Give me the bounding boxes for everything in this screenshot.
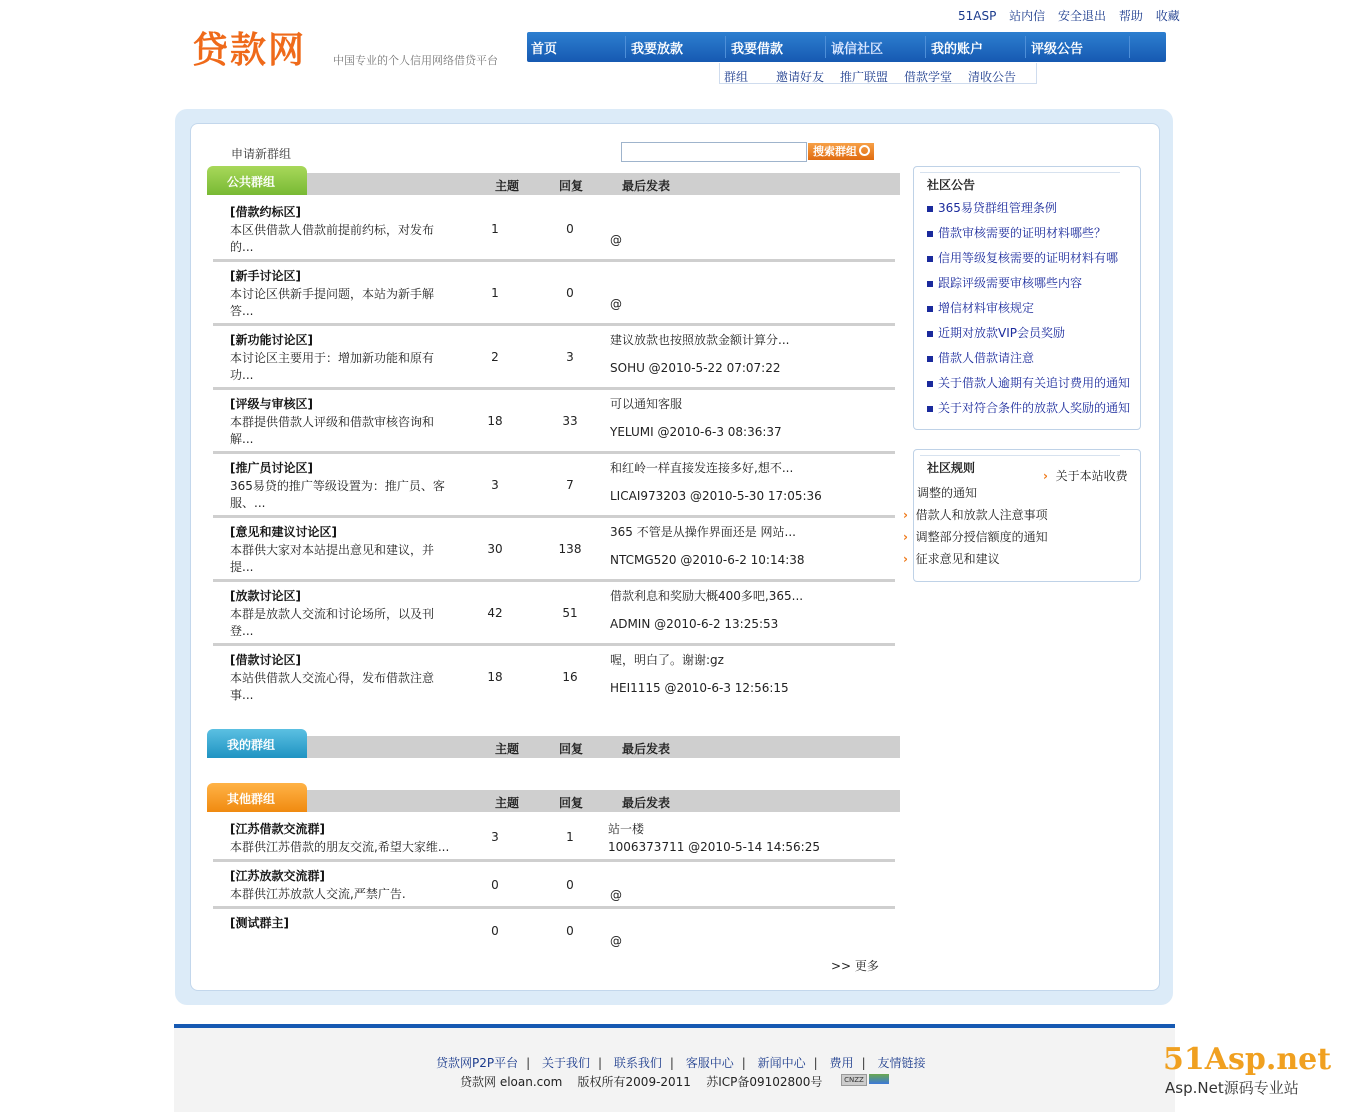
notice-item[interactable]: 信用等级复核需要的证明材料有哪 [927,249,1118,266]
top-link-favorite[interactable]: 收藏 [1155,9,1180,23]
last-post-info: @ [610,297,622,311]
group-desc: 365易贷的推广等级设置为：推广员、客服、... [230,479,445,510]
reply-count: 51 [562,606,578,620]
topic-count: 2 [491,350,499,364]
site-slogan: 中国专业的个人信用网络借贷平台 [333,54,498,67]
top-link-logout[interactable]: 安全退出 [1058,9,1107,23]
notice-item[interactable]: 借款人借款请注意 [927,349,1034,366]
subnav-school[interactable]: 借款学堂 [904,70,953,84]
group-name[interactable]: [新功能讨论区] [230,333,313,347]
group-name[interactable]: [新手讨论区] [230,269,301,283]
col-replies: 回复 [559,179,584,193]
topic-count: 30 [487,542,503,556]
topic-count: 3 [491,478,499,492]
group-desc: 本讨论区主要用于：增加新功能和原有功... [230,351,435,382]
notice-item[interactable]: 关于借款人逾期有关追讨费用的通知 [927,374,1130,391]
footer-link-service[interactable]: 客服中心 [685,1056,734,1070]
last-post-title[interactable]: 喔，明白了。谢谢:gz [610,653,724,667]
public-groups-header [207,173,900,195]
nav-home[interactable]: 首页 [531,42,558,57]
footer-link-fees[interactable]: 费用 [829,1056,854,1070]
last-post-info: YELUMI @2010-6-3 08:36:37 [610,425,782,439]
rule-item[interactable]: › 借款人和放款人注意事项 [903,508,1048,522]
row-divider [213,259,895,262]
group-name[interactable]: [意见和建议讨论区] [230,525,337,539]
col-topics: 主题 [495,179,520,193]
nav-lend[interactable]: 我要放款 [631,42,684,57]
footer-link-friends[interactable]: 友情链接 [877,1056,926,1070]
topic-count: 42 [487,606,503,620]
last-post-info: SOHU @2010-5-22 07:07:22 [610,361,781,375]
more-groups-link[interactable]: >> 更多 [831,959,879,973]
last-post-title[interactable]: 可以通知客服 [610,397,683,411]
chevron-right-icon: › [1043,469,1048,483]
last-post-info: ADMIN @2010-6-2 13:25:53 [610,617,779,631]
group-name[interactable]: [测试群主] [230,916,289,930]
tab-my-groups[interactable]: 我的群组 [207,729,307,758]
reply-count: 0 [566,286,574,300]
last-post-title[interactable]: 和红岭一样直接发连接多好,想不... [610,461,794,475]
row-divider [213,515,895,518]
cnzz-badge[interactable]: CNZZ [841,1074,867,1086]
col-last-post: 最后发表 [622,742,671,756]
nav-borrow[interactable]: 我要借款 [731,42,784,57]
top-link-messages[interactable]: 站内信 [1009,9,1046,23]
row-divider [213,323,895,326]
bullet-icon [927,231,933,237]
tab-public-groups[interactable]: 公共群组 [207,166,307,195]
search-icon [859,145,870,156]
topic-count: 0 [491,878,499,892]
reply-count: 0 [566,924,574,938]
row-divider [213,643,895,646]
subnav-groups[interactable]: 群组 [724,70,749,84]
bullet-icon [927,206,933,212]
bullet-icon [927,406,933,412]
notice-item[interactable]: 近期对放款VIP会员奖励 [927,324,1065,341]
footer-link-platform[interactable]: 贷款网P2P平台 [436,1056,519,1070]
chevron-right-icon: › [903,508,908,522]
my-groups-header [207,736,900,758]
apply-group-link[interactable]: 申请新群组 [231,147,292,161]
main-nav [527,32,1166,62]
footer-copyright: 贷款网 eloan.com 版权所有2009-2011 苏ICP备09102800号 [460,1075,823,1089]
top-links [958,7,1189,24]
chevron-right-icon: › [903,552,908,566]
last-post-title[interactable]: 站一楼 [608,822,645,836]
group-name[interactable]: [推广员讨论区] [230,461,313,475]
last-post-info: HEI1115 @2010-6-3 12:56:15 [610,681,789,695]
top-link-help[interactable]: 帮助 [1118,9,1143,23]
nav-rating[interactable]: 评级公告 [1031,42,1084,57]
rule-item[interactable]: › 调整部分授信额度的通知 [903,530,1048,544]
row-divider [213,451,895,454]
group-desc: 本群供江苏放款人交流,严禁广告. [230,887,406,901]
topic-count: 1 [491,286,499,300]
reply-count: 33 [562,414,578,428]
notice-item[interactable]: 关于对符合条件的放款人奖励的通知 [927,399,1130,416]
last-post-title[interactable]: 借款利息和奖励大概400多吧,365... [610,589,804,603]
group-name[interactable]: [放款讨论区] [230,589,301,603]
topic-count: 3 [491,830,499,844]
watermark-tagline: Asp.Net源码专业站 [1165,1079,1299,1097]
rule-item-continued[interactable]: 调整的通知 [917,486,978,500]
group-desc: 本群供江苏借款的朋友交流,希望大家维... [230,840,450,854]
chevron-right-icon: › [903,530,908,544]
search-group-button[interactable] [808,143,874,160]
group-desc: 本群是放款人交流和讨论场所，以及刊登... [230,607,435,638]
row-divider [213,906,895,909]
notice-item[interactable]: 借款审核需要的证明材料哪些？ [927,224,1106,241]
stats-badge-icon[interactable] [869,1074,889,1084]
reply-count: 138 [558,542,582,556]
footer-link-contact[interactable]: 联系我们 [613,1056,662,1070]
bullet-icon [927,256,933,262]
reply-count: 7 [566,478,574,492]
topic-count: 18 [487,670,503,684]
reply-count: 1 [566,830,574,844]
topic-count: 1 [491,222,499,236]
last-post-title[interactable]: 365 不管是从操作界面还是 网站... [610,525,796,539]
group-name[interactable]: [江苏借款交流群] [230,822,325,836]
sub-nav [719,63,1037,84]
group-desc: 本讨论区供新手提问题，本站为新手解答... [230,287,435,318]
row-divider [213,579,895,582]
nav-community[interactable]: 诚信社区 [831,42,884,57]
group-name[interactable]: [借款约标区] [230,205,301,219]
bullet-icon [927,281,933,287]
notice-item[interactable]: 365易贷群组管理条例 [927,199,1057,216]
footer-link-about[interactable]: 关于我们 [541,1056,590,1070]
group-desc: 本群供大家对本站提出意见和建议，并提... [230,543,435,574]
bullet-icon [927,381,933,387]
group-desc: 本站供借款人交流心得，发布借款注意事... [230,671,435,702]
last-post-info: LICAI973203 @2010-5-30 17:05:36 [610,489,822,503]
bullet-icon [927,356,933,362]
group-name[interactable]: [借款讨论区] [230,653,301,667]
col-replies: 回复 [559,796,584,810]
subnav-invite[interactable]: 邀请好友 [776,70,825,84]
top-link-51asp[interactable]: 51ASP [958,9,997,23]
bullet-icon [927,331,933,337]
notice-item[interactable]: 增信材料审核规定 [927,299,1034,316]
nav-account[interactable]: 我的账户 [931,42,984,57]
rules-title: 社区规则 [927,461,976,475]
tab-other-groups[interactable]: 其他群组 [207,783,307,812]
reply-count: 3 [566,350,574,364]
col-topics: 主题 [495,742,520,756]
footer-link-news[interactable]: 新闻中心 [757,1056,806,1070]
col-topics: 主题 [495,796,520,810]
rule-item[interactable]: › 征求意见和建议 [903,552,1000,566]
reply-count: 0 [566,222,574,236]
row-divider [213,387,895,390]
last-post-info: @ [610,888,622,902]
subnav-affiliate[interactable]: 推广联盟 [840,70,889,84]
last-post-title[interactable]: 建议放款也按照放款金额计算分... [610,333,790,347]
last-post-info: @ [610,934,622,948]
rule-item[interactable]: › 关于本站收费 [1043,469,1128,483]
last-post-info: NTCMG520 @2010-6-2 10:14:38 [610,553,805,567]
group-name[interactable]: [评级与审核区] [230,397,313,411]
site-logo[interactable]: 贷款网 [192,30,307,71]
reply-count: 0 [566,878,574,892]
topic-count: 0 [491,924,499,938]
last-post-info: 1006373711 @2010-5-14 14:56:25 [608,840,820,854]
notice-item[interactable]: 跟踪评级需要审核哪些内容 [927,274,1082,291]
col-last-post: 最后发表 [622,796,671,810]
col-last-post: 最后发表 [622,179,671,193]
footer-links: 贷款网P2P平台 | 关于我们 | 联系我们 | 客服中心 | 新闻中心 | 费用 | 友情链接 [436,1056,926,1070]
notice-title: 社区公告 [927,178,976,192]
search-button-label: 搜索群组 [813,145,857,158]
group-name[interactable]: [江苏放款交流群] [230,869,325,883]
reply-count: 16 [562,670,578,684]
topic-count: 18 [487,414,503,428]
col-replies: 回复 [559,742,584,756]
subnav-collection[interactable]: 清收公告 [968,70,1017,84]
group-desc: 本群提供借款人评级和借款审核咨询和解... [230,415,435,446]
row-divider [213,859,895,862]
bullet-icon [927,306,933,312]
last-post-info: @ [610,233,622,247]
watermark-brand: 51Asp.net [1163,1042,1332,1077]
group-search-input[interactable] [621,142,807,162]
other-groups-header [207,790,900,812]
group-desc: 本区供借款人借款前提前约标，对发布的... [230,223,435,254]
